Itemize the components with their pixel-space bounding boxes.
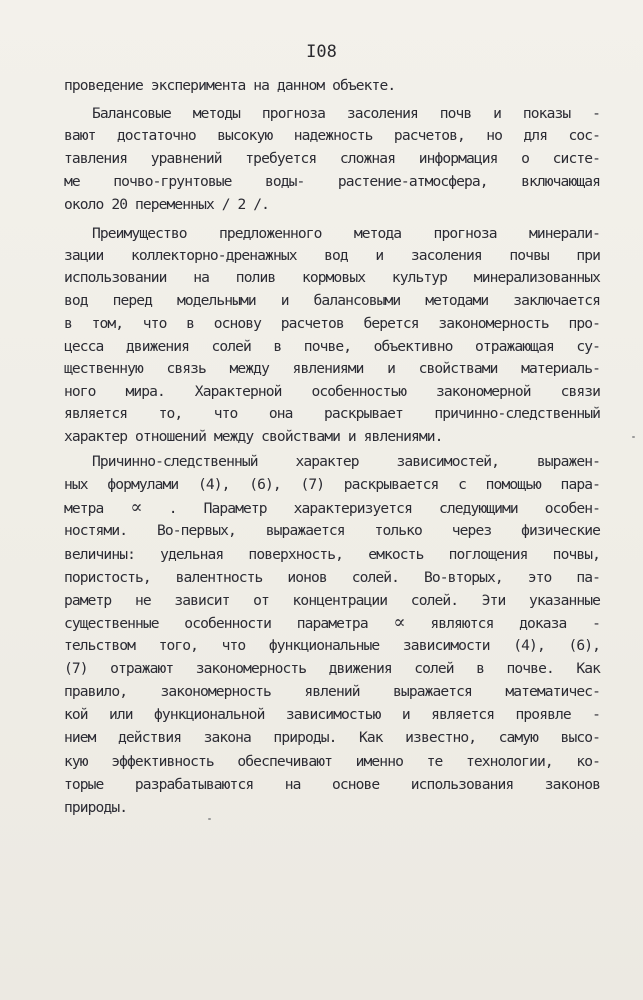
alpha-symbol: ∝	[130, 497, 142, 518]
text-line: ме почво-грунтовые воды- растение-атмосфера, включающая	[64, 173, 600, 190]
text-line: природы.	[64, 799, 128, 816]
text-line: в том, что в основу расчетов берется закономерность про-	[64, 315, 600, 332]
text-line: является то, что она раскрывает причинно-следственный	[64, 405, 600, 422]
text-line: пористость, валентность ионов солей. Во-вторых, это па-	[64, 569, 600, 586]
text-line: около 20 переменных / 2 /.	[64, 196, 270, 213]
text-line: нием действия закона природы. Как известно, самую высо-	[64, 729, 600, 746]
text-line: раметр не зависит от концентрации солей. Эти указанные	[64, 592, 600, 609]
text-line: ных формулами (4), (6), (7) раскрывается с помощью пара-	[64, 476, 600, 493]
text-line: цесса движения солей в почве, объективно отражающая су-	[64, 338, 600, 355]
alpha-symbol: ∝	[393, 612, 405, 633]
text-line: кую эффективность обеспечивают именно те технологии, ко-	[64, 753, 600, 770]
page-number: I08	[306, 42, 337, 62]
text-line: ностями. Во-первых, выражается только через физические	[64, 522, 600, 539]
scan-speck	[632, 436, 635, 438]
text-line: (7) отражают закономерность движения солей в почве. Как	[64, 660, 600, 677]
text-line: Причинно-следственный характер зависимостей, выражен-	[92, 453, 600, 470]
text-line: Преимущество предложенного метода прогноза минерали-	[92, 225, 600, 242]
text-line: ного мира. Характерной особенностью закономерной связи	[64, 383, 600, 400]
text-line: существенные особенности параметра ∝ являются доказа -	[64, 612, 600, 633]
text-line: проведение эксперимента на данном объекте.	[64, 77, 396, 94]
scan-speck	[208, 818, 211, 820]
text-line: торые разрабатываются на основе использования законов	[64, 776, 600, 793]
text-line: зации коллекторно-дренажных вод и засоления почвы при	[64, 247, 600, 264]
text-line: величины: удельная поверхность, емкость поглощения почвы,	[64, 546, 600, 563]
text-line: щественную связь между явлениями и свойствами материаль-	[64, 360, 600, 377]
text-line: характер отношений между свойствами и явлениями.	[64, 428, 443, 445]
text-line: тавления уравнений требуется сложная информация о систе-	[64, 150, 600, 167]
text-line: кой или функциональной зависимостью и является проявле -	[64, 706, 600, 723]
text-line: метра ∝ . Параметр характеризуется следующими особен-	[64, 497, 600, 518]
text-line: вают достаточно высокую надежность расчетов, но для сос-	[64, 127, 600, 144]
text-line: вод перед модельными и балансовыми методами заключается	[64, 292, 600, 309]
text-line: правило, закономерность явлений выражается математичес-	[64, 683, 600, 700]
text-line: Балансовые методы прогноза засоления почв и показы -	[92, 105, 600, 122]
text-line: тельством того, что функциональные зависимости (4), (6),	[64, 637, 600, 654]
text-line: использовании на полив кормовых культур минерализованных	[64, 269, 600, 286]
